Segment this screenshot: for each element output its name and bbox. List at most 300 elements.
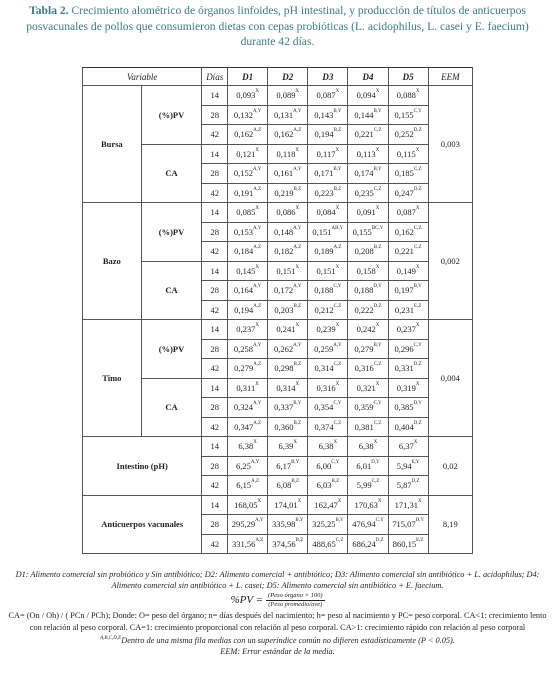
value-superscript: AB,Y bbox=[331, 225, 344, 231]
value-cell bbox=[348, 281, 388, 301]
value-cell bbox=[388, 242, 428, 262]
value-superscript: A,Y bbox=[252, 284, 262, 290]
value-superscript: D,Z bbox=[375, 537, 384, 543]
value: 0,347 bbox=[234, 421, 254, 432]
value-cell bbox=[348, 476, 388, 496]
value-cell bbox=[348, 534, 388, 554]
value: 0,360 bbox=[274, 421, 294, 432]
dia-cell: 28 bbox=[202, 339, 228, 359]
value-cell bbox=[268, 144, 308, 164]
diets-note: D1: Alimento comercial sin probiótico y Sin antibiótico; D2: Alimento comercial + antibiótico; D3: Alimento comercial sin antibiótico + L. acidophilus; D4: Alimento comercial sin antibiótico + L. casei; D5: Alimento comercial sin antibiótico + E. faecium. bbox=[15, 570, 540, 591]
value-superscript: X bbox=[415, 89, 420, 95]
value-cell bbox=[348, 261, 388, 281]
value-superscript: X bbox=[293, 440, 297, 446]
value-superscript: C,Z bbox=[413, 225, 422, 231]
value-cell bbox=[228, 339, 268, 359]
dia-cell: 42 bbox=[202, 125, 228, 145]
value: 488,65 bbox=[312, 538, 336, 549]
col-d1: D1 bbox=[228, 68, 268, 86]
col-d2: D2 bbox=[268, 68, 308, 86]
dia-cell: 14 bbox=[202, 203, 228, 223]
value: 0,212 bbox=[314, 304, 334, 315]
value-superscript: X bbox=[335, 147, 340, 153]
value-cell bbox=[308, 222, 348, 242]
value-superscript: C,Z bbox=[413, 167, 422, 173]
col-dias: Días bbox=[202, 68, 228, 86]
value-superscript: C,Z bbox=[333, 303, 342, 309]
table-row bbox=[83, 144, 473, 164]
value-cell bbox=[228, 86, 268, 106]
value: 0,258 bbox=[233, 343, 253, 354]
value-superscript: X bbox=[415, 147, 420, 153]
value: 174,01 bbox=[274, 499, 298, 510]
value-superscript: A,Z bbox=[293, 245, 302, 251]
value-superscript: B,Z bbox=[373, 245, 382, 251]
value-cell bbox=[388, 281, 428, 301]
value: 0,242 bbox=[356, 324, 376, 335]
table-row bbox=[83, 378, 473, 398]
value-superscript: X bbox=[337, 498, 342, 504]
value: 0,314 bbox=[276, 382, 296, 393]
value-cell bbox=[308, 398, 348, 418]
value-cell bbox=[228, 164, 268, 184]
value: 0,084 bbox=[316, 207, 336, 218]
value-superscript: X bbox=[415, 206, 420, 212]
value-cell bbox=[268, 164, 308, 184]
value-cell bbox=[388, 476, 428, 496]
eem-cell: 0,02 bbox=[428, 437, 472, 496]
value-superscript: X bbox=[375, 264, 380, 270]
value: 0,172 bbox=[273, 285, 294, 296]
dia-cell: 28 bbox=[202, 456, 228, 476]
value-superscript: D,Y bbox=[415, 518, 425, 524]
stat-superscripts: A,B,C,D,E bbox=[100, 635, 122, 641]
value-cell bbox=[308, 378, 348, 398]
value-cell bbox=[268, 378, 308, 398]
value: 0,182 bbox=[274, 246, 294, 257]
group-label: Bursa bbox=[83, 86, 142, 203]
value: 860,15 bbox=[392, 538, 417, 549]
value: 6,00 bbox=[316, 460, 332, 471]
value-superscript: X bbox=[335, 323, 340, 329]
dia-cell: 42 bbox=[202, 417, 228, 437]
value-superscript: X bbox=[295, 89, 300, 95]
value: 5,87 bbox=[396, 480, 412, 491]
value-superscript: C,Z bbox=[333, 420, 342, 426]
formula-fraction bbox=[266, 592, 325, 609]
table-caption-text: Crecimiento alométrico de órganos linfoides, pH intestinal, y producción de títulos de anticuerpos posvacunales de pollos que consumieron dietas con cepas probióticas (L. acidophilus, L. casei y E. faecium) durante 42 días. bbox=[26, 4, 529, 48]
value-cell bbox=[228, 183, 268, 203]
value-cell bbox=[348, 398, 388, 418]
value: 0,087 bbox=[396, 207, 416, 218]
value-superscript: A,Y bbox=[293, 342, 302, 348]
value-cell bbox=[388, 300, 428, 320]
subgroup-label: CA bbox=[141, 144, 202, 203]
value-superscript: A,Y bbox=[252, 401, 262, 407]
value-superscript: X bbox=[375, 89, 380, 95]
value: 0,171 bbox=[314, 168, 334, 179]
value-superscript: B,Y bbox=[373, 342, 382, 348]
value-superscript: D,Z bbox=[411, 479, 420, 485]
value: 0,091 bbox=[356, 207, 376, 218]
value-cell bbox=[348, 339, 388, 359]
value-superscript: B,Z bbox=[333, 186, 342, 192]
value-cell bbox=[228, 437, 268, 457]
value: 6,38 bbox=[318, 441, 334, 452]
value-superscript: X bbox=[257, 498, 262, 504]
dia-cell: 14 bbox=[202, 320, 228, 340]
subgroup-label: (%)PV bbox=[141, 203, 202, 262]
value-superscript: X bbox=[255, 381, 259, 387]
value: 0,241 bbox=[276, 324, 296, 335]
value-cell bbox=[308, 417, 348, 437]
eem-cell: 8,19 bbox=[428, 495, 472, 554]
value-superscript: B,Z bbox=[295, 537, 304, 543]
value: 0,314 bbox=[314, 363, 334, 374]
value-superscript: X bbox=[297, 498, 302, 504]
value: 6,38 bbox=[358, 441, 374, 452]
value-superscript: B,Y bbox=[413, 284, 422, 290]
col-eem: EEM bbox=[428, 68, 472, 86]
value-cell bbox=[308, 359, 348, 379]
value-cell bbox=[268, 398, 308, 418]
value-superscript: C,Y bbox=[375, 518, 384, 524]
dia-cell: 42 bbox=[202, 242, 228, 262]
value: 0,194 bbox=[314, 129, 334, 140]
value: 0,359 bbox=[354, 402, 374, 413]
value-cell bbox=[388, 437, 428, 457]
col-variable: Variable bbox=[83, 68, 202, 86]
value-superscript: X bbox=[253, 440, 257, 446]
value-superscript: X bbox=[375, 206, 380, 212]
value-cell bbox=[348, 456, 388, 476]
dia-cell: 14 bbox=[202, 378, 228, 398]
value: 0,298 bbox=[274, 363, 294, 374]
value-superscript: X bbox=[418, 498, 422, 504]
value-cell bbox=[348, 86, 388, 106]
value: 0,279 bbox=[234, 363, 254, 374]
dia-cell: 42 bbox=[202, 534, 228, 554]
value-superscript: BC,Y bbox=[371, 225, 384, 231]
eem-cell: 0,002 bbox=[428, 203, 472, 320]
value-superscript: E,Z bbox=[416, 537, 424, 543]
value-superscript: D,Z bbox=[413, 128, 422, 134]
value: 0,337 bbox=[274, 402, 294, 413]
value-cell bbox=[348, 164, 388, 184]
value-cell bbox=[308, 125, 348, 145]
value: 295,29 bbox=[231, 519, 256, 530]
value: 0,237 bbox=[236, 324, 256, 335]
value-superscript: B,Z bbox=[293, 420, 302, 426]
value-superscript: B,Y bbox=[333, 108, 342, 114]
value: 0,354 bbox=[314, 402, 334, 413]
value-superscript: A,Z bbox=[253, 186, 262, 192]
dia-cell: 42 bbox=[202, 183, 228, 203]
value-superscript: C,Y bbox=[373, 401, 382, 407]
value-cell bbox=[268, 281, 308, 301]
value-superscript: X bbox=[375, 147, 380, 153]
value-cell bbox=[228, 281, 268, 301]
value-cell bbox=[388, 105, 428, 125]
value: 0,085 bbox=[236, 207, 256, 218]
value-cell bbox=[228, 203, 268, 223]
value-superscript: D,Y bbox=[371, 459, 380, 465]
value-superscript: B,Z bbox=[293, 303, 302, 309]
dia-cell: 14 bbox=[202, 437, 228, 457]
value-superscript: X bbox=[375, 381, 380, 387]
value: 0,131 bbox=[273, 109, 294, 120]
dia-cell: 42 bbox=[202, 300, 228, 320]
value: 0,094 bbox=[356, 90, 376, 101]
value: 0,149 bbox=[396, 265, 416, 276]
formula-numerator: (Peso órgano × 100) bbox=[268, 592, 323, 600]
value: 0,231 bbox=[394, 304, 414, 315]
value: 0,222 bbox=[354, 304, 374, 315]
formula-denominator: (Peso promedio/ave) bbox=[268, 601, 323, 609]
value: 168,05 bbox=[234, 499, 258, 510]
results-table bbox=[82, 67, 473, 554]
value-cell bbox=[388, 398, 428, 418]
value: 0,279 bbox=[354, 343, 374, 354]
subgroup-label: CA bbox=[141, 378, 202, 437]
group-label: Timo bbox=[83, 320, 142, 437]
value: 0,197 bbox=[394, 285, 414, 296]
dia-cell: 14 bbox=[202, 144, 228, 164]
value-superscript: B,Y bbox=[333, 167, 342, 173]
value: 0,252 bbox=[394, 129, 414, 140]
value: 0,259 bbox=[314, 343, 334, 354]
value: 0,118 bbox=[276, 148, 296, 159]
value: 374,56 bbox=[272, 538, 296, 549]
value-cell bbox=[308, 86, 348, 106]
value: 0,188 bbox=[314, 285, 334, 296]
value-superscript: C,Z bbox=[373, 420, 382, 426]
table-row bbox=[83, 261, 473, 281]
value: 6,39 bbox=[278, 441, 294, 452]
value: 0,144 bbox=[354, 109, 374, 120]
value-cell bbox=[228, 105, 268, 125]
value: 0,296 bbox=[394, 343, 414, 354]
value: 0,189 bbox=[314, 246, 334, 257]
value-superscript: B,Z bbox=[293, 362, 302, 368]
value-cell bbox=[268, 515, 308, 535]
value: 6,01 bbox=[356, 460, 372, 471]
value-cell bbox=[388, 495, 428, 515]
value-cell bbox=[268, 495, 308, 515]
value-cell bbox=[268, 339, 308, 359]
value-superscript: A,Y bbox=[252, 225, 262, 231]
value-superscript: A,Z bbox=[333, 245, 342, 251]
group-label: Bazo bbox=[83, 203, 142, 320]
value: 0,151 bbox=[276, 265, 296, 276]
value-cell bbox=[388, 86, 428, 106]
value-superscript: X bbox=[377, 498, 382, 504]
value-superscript: B,Z bbox=[293, 186, 302, 192]
value-cell bbox=[228, 495, 268, 515]
subgroup-label: (%)PV bbox=[141, 86, 202, 145]
value-cell bbox=[388, 222, 428, 242]
value: 476,94 bbox=[352, 519, 376, 530]
value-cell bbox=[348, 105, 388, 125]
dia-cell: 28 bbox=[202, 164, 228, 184]
value-cell bbox=[308, 144, 348, 164]
value: 162,47 bbox=[314, 499, 338, 510]
value-superscript: A,Y bbox=[293, 108, 302, 114]
dia-cell: 28 bbox=[202, 105, 228, 125]
value-cell bbox=[348, 495, 388, 515]
value-superscript: X bbox=[413, 440, 418, 446]
value-superscript: X bbox=[335, 89, 340, 95]
value-cell bbox=[388, 378, 428, 398]
value-superscript: A,Y bbox=[293, 225, 302, 231]
value-cell bbox=[308, 495, 348, 515]
value-superscript: X bbox=[333, 440, 338, 446]
value-superscript: B,Y bbox=[293, 401, 302, 407]
value: 0,153 bbox=[233, 226, 253, 237]
value: 686,24 bbox=[352, 538, 376, 549]
value-superscript: X bbox=[255, 206, 259, 212]
value-cell bbox=[228, 417, 268, 437]
subgroup-label: (%)PV bbox=[141, 320, 202, 379]
value-cell bbox=[348, 378, 388, 398]
value-superscript: B,Y bbox=[291, 459, 300, 465]
value-superscript: C,Z bbox=[373, 186, 382, 192]
value-cell bbox=[268, 476, 308, 496]
value: 335,98 bbox=[271, 519, 296, 530]
value-cell bbox=[348, 222, 388, 242]
value-superscript: C,Z bbox=[335, 537, 344, 543]
value-cell bbox=[228, 476, 268, 496]
table-caption bbox=[8, 3, 547, 50]
value-cell bbox=[268, 242, 308, 262]
value: 0,208 bbox=[354, 246, 374, 257]
value-cell bbox=[228, 515, 268, 535]
table-caption-label: Tabla 2. bbox=[29, 4, 69, 17]
value-superscript: A,Z bbox=[253, 303, 262, 309]
value: 0,381 bbox=[354, 421, 374, 432]
value: 0,311 bbox=[236, 382, 256, 393]
value-superscript: A,Z bbox=[251, 479, 260, 485]
value-superscript: X bbox=[295, 147, 299, 153]
value-cell bbox=[268, 437, 308, 457]
value-cell bbox=[268, 300, 308, 320]
value-cell bbox=[348, 183, 388, 203]
table-row bbox=[83, 495, 473, 515]
value: 6,38 bbox=[238, 441, 254, 452]
value: 0,155 bbox=[352, 226, 372, 237]
value-superscript: X bbox=[335, 206, 340, 212]
value: 0,188 bbox=[354, 285, 374, 296]
stat-note-line bbox=[2, 633, 553, 646]
value: 170,63 bbox=[354, 499, 378, 510]
value: 0,151 bbox=[316, 265, 336, 276]
value-cell bbox=[388, 164, 428, 184]
value: 0,089 bbox=[276, 90, 296, 101]
value-cell bbox=[348, 437, 388, 457]
value-cell bbox=[308, 203, 348, 223]
value-cell bbox=[268, 261, 308, 281]
value-superscript: A,Z bbox=[253, 420, 262, 426]
eem-cell: 0,004 bbox=[428, 320, 472, 437]
value: 0,155 bbox=[394, 109, 414, 120]
value-cell bbox=[268, 320, 308, 340]
value-superscript: X bbox=[295, 264, 300, 270]
value-superscript: X bbox=[295, 323, 300, 329]
value: 0,239 bbox=[316, 324, 336, 335]
value-cell bbox=[388, 320, 428, 340]
value-cell bbox=[388, 456, 428, 476]
value: 0,086 bbox=[276, 207, 296, 218]
value-superscript: B,Y bbox=[295, 518, 304, 524]
value: 0,151 bbox=[312, 226, 332, 237]
value: 0,262 bbox=[273, 343, 294, 354]
value-cell bbox=[308, 261, 348, 281]
value-cell bbox=[268, 105, 308, 125]
value-cell bbox=[268, 417, 308, 437]
value: 0,324 bbox=[233, 402, 253, 413]
value: 0,194 bbox=[234, 304, 254, 315]
value: 0,184 bbox=[234, 246, 254, 257]
value-cell bbox=[268, 456, 308, 476]
value: 0,219 bbox=[274, 187, 294, 198]
value: 0,143 bbox=[314, 109, 334, 120]
value: 5,99 bbox=[356, 480, 372, 491]
dia-cell: 28 bbox=[202, 515, 228, 535]
value-cell bbox=[228, 398, 268, 418]
value-cell bbox=[268, 203, 308, 223]
value: 0,319 bbox=[396, 382, 416, 393]
value-cell bbox=[348, 320, 388, 340]
value: 0,191 bbox=[234, 187, 254, 198]
value-cell bbox=[348, 242, 388, 262]
value: 6,15 bbox=[236, 480, 252, 491]
value-superscript: C,Y bbox=[333, 401, 342, 407]
value-cell bbox=[308, 105, 348, 125]
value: 0,221 bbox=[354, 129, 374, 140]
value-cell bbox=[308, 339, 348, 359]
value-superscript: A,Y bbox=[252, 342, 262, 348]
value-superscript: X bbox=[415, 381, 420, 387]
value-superscript: A,Y bbox=[333, 342, 342, 348]
value-superscript: X bbox=[415, 264, 420, 270]
value: 0,316 bbox=[354, 363, 374, 374]
value: 0,185 bbox=[394, 168, 414, 179]
value-superscript: A,Y bbox=[293, 167, 302, 173]
value-superscript: D,Y bbox=[373, 284, 382, 290]
value: 0,374 bbox=[314, 421, 334, 432]
value-superscript: X bbox=[415, 323, 420, 329]
value: 0,321 bbox=[356, 382, 376, 393]
value-cell bbox=[308, 476, 348, 496]
value-cell bbox=[228, 359, 268, 379]
value-superscript: D,Z bbox=[413, 420, 422, 426]
stat-note: Dentro de una misma fila medias con un superíndice común no difieren estadísticamente (P < 0.05). bbox=[121, 635, 455, 645]
value-superscript: A,Y bbox=[252, 108, 262, 114]
value-cell bbox=[388, 534, 428, 554]
value: 6,08 bbox=[276, 480, 292, 491]
value-superscript: B,Y bbox=[373, 167, 382, 173]
value: 0,162 bbox=[274, 129, 294, 140]
value-cell bbox=[388, 183, 428, 203]
value-cell bbox=[228, 534, 268, 554]
dia-cell: 14 bbox=[202, 495, 228, 515]
dia-cell: 28 bbox=[202, 222, 228, 242]
value: 0,223 bbox=[314, 187, 334, 198]
value-cell bbox=[228, 242, 268, 262]
table-notes bbox=[2, 569, 553, 657]
value-cell bbox=[268, 534, 308, 554]
value: 0,316 bbox=[316, 382, 336, 393]
